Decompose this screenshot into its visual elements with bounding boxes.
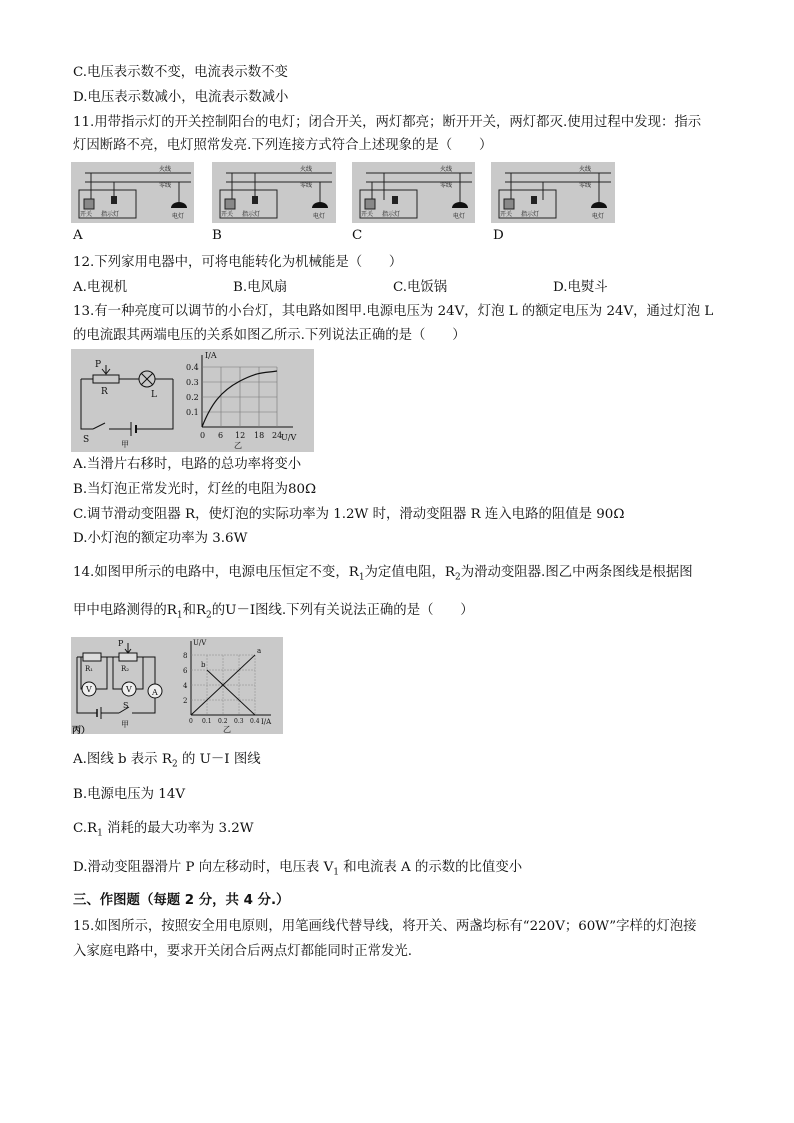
y-tick: 4 [183,682,188,690]
figure-yi-label: 乙 [234,441,242,450]
neutral-wire-label: 零线 [440,182,453,189]
curve-b-line [207,670,255,715]
lamp-label: 电灯 [313,213,326,220]
q14-figure [71,637,283,734]
slider-p-label: P [95,360,102,370]
r1-resistor-icon [83,653,101,661]
r1-label: R₁ [85,665,94,673]
switch-label: 开关 [221,211,234,218]
indicator-label: 指示灯 [382,211,401,218]
q13-stem-line1: 13.有一种亮度可以调节的小台灯，其电路如图甲.电源电压为 24V，灯泡 L 的额定电压为 24V，通过灯泡 L [73,304,714,319]
lamp-label: 电灯 [453,213,466,220]
resistor-r-label: R [101,387,108,397]
indicator-icon [252,196,258,204]
x-tick: 12 [235,431,246,440]
q11-label-b: B [212,228,222,243]
y-tick: 0.4 [186,363,199,372]
x-tick: 0.1 [202,718,212,725]
q14-option-b: B.电源电压为 14V [73,787,186,802]
y-tick: 8 [183,652,188,660]
q11-figure-c [352,162,475,223]
q15-line1: 15.如图所示，按照安全用电原则，用笔画线代替导线，将开关、两盏均标有“220V；60W”字样的灯泡接 [73,919,697,934]
q11-figure-d [491,162,615,223]
r2-label: R₂ [121,665,130,673]
r2-rheostat-icon [119,653,137,661]
q13-option-b: B.当灯泡正常发光时，灯丝的电阻为80Ω [73,482,317,497]
fire-wire-label: 火线 [300,166,313,173]
q13-circuit-diagram [81,360,173,449]
switch-s-label: S [83,435,90,445]
q11-figure-b [212,162,336,223]
x-tick: 6 [218,431,224,440]
x-tick: 24 [272,431,283,440]
neutral-wire-label: 零线 [159,182,172,189]
q12-option-b: B.电风扇 [233,280,288,295]
y-tick: 0.1 [186,408,199,417]
q12-options [73,278,713,298]
q12-option-c: C.电饭锅 [393,280,448,295]
q11-label-a: A [73,228,83,243]
q11-label-c: C [352,228,363,243]
svg-text:V: V [126,685,132,694]
x-tick: 18 [254,431,265,440]
lamp-icon [591,202,607,208]
y-axis-label: I/A [205,351,217,360]
y-tick: 0.2 [186,393,199,402]
q12-option-d: D.电熨斗 [553,280,608,295]
switch-icon [504,199,514,209]
neutral-wire-label: 零线 [300,182,313,189]
switch-icon [225,199,235,209]
q11-label-d: D [493,228,504,243]
switch-label: 开关 [500,211,513,218]
svg-text:V: V [86,685,92,694]
q12-stem: 12.下列家用电器中，可将电能转化为机械能是（ ） [73,255,403,270]
x-tick: 0 [200,431,206,440]
fire-wire-label: 火线 [579,166,592,173]
x-tick: 0 [189,718,193,725]
indicator-label: 指示灯 [101,211,120,218]
y-tick: 6 [183,667,188,675]
q15-line2: 入家庭电路中，要求开关闭合后两点灯都能同时正常发光. [73,944,413,959]
lamp-icon [452,202,468,208]
q11-stem-line1: 11.用带指示灯的开关控制阳台的电灯；闭合开关，两灯都亮；断开开关，两灯都灭.使用过程中发现：指示 [73,115,702,130]
q14-option-d: D.滑动变阻器滑片 P 向左移动时，电压表 $V_1$ 和电流表 A 的示数的比值变小 [73,860,523,878]
indicator-icon [392,196,398,204]
q13-stem-line2: 的电流跟其两端电压的关系如图乙所示.下列说法正确的是（ ） [73,328,466,343]
switch-s-label: S [123,701,129,710]
q11-figure-a [71,162,194,223]
q10-option-d: D.电压表示数减小，电流表示数减小 [73,90,289,105]
y-tick: 0.3 [186,378,199,387]
q14-stem-line2: 甲中电路测得的$R_1$和$R_2$的U－I图线.下列有关说法正确的是（ ） [73,603,474,621]
lamp-label: 电灯 [172,213,185,220]
q13-iv-graph [186,351,296,450]
q13-option-a: A.当滑片右移时，电路的总功率将变小 [73,457,302,472]
svg-text:A: A [152,688,158,697]
figure-jia-label: 甲 [121,720,129,729]
q13-option-c: C.调节滑动变阻器 R，使灯泡的实际功率为 1.2W 时，滑动变阻器 R 连入电路的阻值是 90Ω [73,507,625,522]
figure-yi-label: 乙 [223,725,231,734]
curve-b-label: b [201,661,206,669]
x-tick: 0.3 [234,718,244,725]
switch-label: 开关 [80,211,93,218]
indicator-label: 指示灯 [242,211,261,218]
switch-icon [84,199,94,209]
neutral-wire-label: 零线 [579,182,592,189]
x-tick: 0.2 [218,718,228,725]
fire-wire-label: 火线 [159,166,172,173]
iv-curve [202,371,277,427]
x-axis-label: U/V [281,433,297,442]
switch-label: 开关 [361,211,374,218]
lamp-l-label: L [151,390,157,400]
fire-wire-label: 火线 [440,166,453,173]
rheostat-icon [93,375,119,383]
y-tick: 2 [183,697,188,705]
switch-icon [365,199,375,209]
q14-option-a: A.图线 b 表示 $R_2$ 的 U－I 图线 [73,752,261,770]
q12-option-a: A.电视机 [73,280,128,295]
indicator-icon [111,196,117,204]
q13-option-d: D.小灯泡的额定功率为 3.6W [73,531,248,546]
q14-circuit-diagram [72,639,162,734]
q14-option-c: $C.R_1$ 消耗的最大功率为 3.2W [73,821,254,839]
q11-stem-line2: 灯因断路不亮，电灯照常发亮.下列连接方式符合上述现象的是（ ） [73,138,493,153]
lamp-label: 电灯 [592,213,605,220]
indicator-label: 指示灯 [521,211,540,218]
y-axis-label: U/V [193,639,207,647]
q14-ui-graph [183,639,272,734]
slider-p-label: P [118,639,124,648]
x-axis-label: I/A [261,718,272,726]
section-3-heading: 三、作图题（每题 2 分，共 4 分.） [73,893,290,908]
indicator-icon [531,196,537,204]
lamp-icon [312,202,328,208]
q10-option-c: C.电压表示数不变，电流表示数不变 [73,65,288,80]
q13-figure [71,349,314,452]
figure-bing-label: 丙） [72,726,91,734]
q14-stem-line1: 14.如图甲所示的电路中，电源电压恒定不变，$R_1$为定值电阻，$R_2$为滑动变阻器.图乙中两条图线是根据图 [73,565,693,583]
curve-a-label: a [257,647,262,655]
switch-icon [93,423,105,429]
lamp-icon [171,202,187,208]
x-tick: 0.4 [250,718,260,725]
figure-jia-label: 甲 [121,440,129,449]
